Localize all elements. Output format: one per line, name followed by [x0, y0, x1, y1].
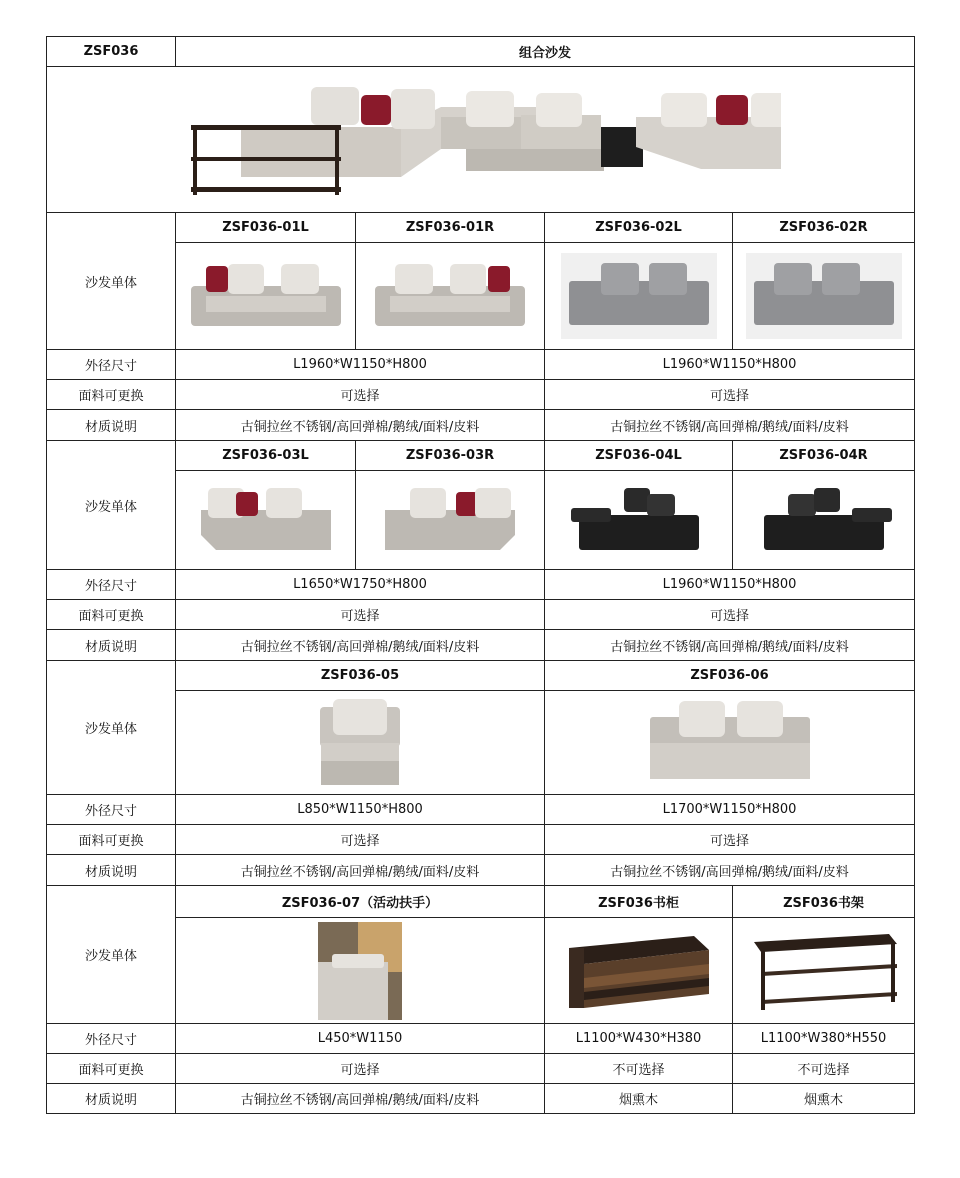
- product-image-cell: [545, 691, 915, 795]
- spec-table: [46, 36, 915, 1114]
- material-value: 古铜拉丝不锈钢/高回弹棉/鹅绒/面料/皮料: [176, 855, 545, 886]
- unit-label: 沙发单体: [47, 661, 176, 795]
- material-label: 材质说明: [47, 855, 176, 886]
- product-image-cell: [356, 243, 545, 350]
- main-sofa-image-cell: [47, 67, 915, 213]
- product-image-cell: [545, 243, 733, 350]
- product-image-cell: [176, 918, 545, 1024]
- model-code: ZSF036-02L: [545, 213, 733, 243]
- size-label: 外径尺寸: [47, 795, 176, 825]
- fabric-label: 面料可更换: [47, 380, 176, 410]
- size-value: L1100*W380*H550: [733, 1024, 915, 1054]
- sofa-03l-image: [196, 480, 336, 560]
- model-code: ZSF036-03L: [176, 441, 356, 471]
- model-code: ZSF036书架: [733, 886, 915, 918]
- size-label: 外径尺寸: [47, 350, 176, 380]
- material-label: 材质说明: [47, 410, 176, 441]
- bookshelf-image: [749, 928, 899, 1014]
- product-image-cell: [733, 243, 915, 350]
- size-label: 外径尺寸: [47, 570, 176, 600]
- fabric-value: 可选择: [545, 380, 915, 410]
- sofa-04r-image: [754, 480, 894, 560]
- size-value: L1960*W1150*H800: [545, 570, 915, 600]
- product-image-cell: [176, 691, 545, 795]
- material-value: 古铜拉丝不锈钢/高回弹棉/鹅绒/面料/皮料: [176, 410, 545, 441]
- size-value: L1960*W1150*H800: [176, 350, 545, 380]
- material-value: 古铜拉丝不锈钢/高回弹棉/鹅绒/面料/皮料: [545, 630, 915, 661]
- size-value: L1700*W1150*H800: [545, 795, 915, 825]
- size-value: L1100*W430*H380: [545, 1024, 733, 1054]
- product-image-cell: [176, 471, 356, 570]
- fabric-value: 不可选择: [733, 1054, 915, 1084]
- fabric-value: 可选择: [176, 380, 545, 410]
- model-code: ZSF036-04R: [733, 441, 915, 471]
- bookcase-image: [564, 928, 714, 1014]
- size-value: L850*W1150*H800: [176, 795, 545, 825]
- model-code: ZSF036-02R: [733, 213, 915, 243]
- sofa-01r-image: [370, 256, 530, 336]
- model-code: ZSF036-05: [176, 661, 545, 691]
- fabric-value: 可选择: [176, 1054, 545, 1084]
- product-title: 组合沙发: [176, 37, 915, 67]
- fabric-label: 面料可更换: [47, 825, 176, 855]
- product-image-cell: [356, 471, 545, 570]
- fabric-label: 面料可更换: [47, 1054, 176, 1084]
- size-value: L1650*W1750*H800: [176, 570, 545, 600]
- model-code: ZSF036-07（活动扶手）: [176, 886, 545, 918]
- model-code: ZSF036-04L: [545, 441, 733, 471]
- model-code: ZSF036-01L: [176, 213, 356, 243]
- material-value: 古铜拉丝不锈钢/高回弹棉/鹅绒/面料/皮料: [176, 630, 545, 661]
- sofa-03r-image: [380, 480, 520, 560]
- material-value: 烟熏木: [545, 1084, 733, 1114]
- product-code: ZSF036: [47, 37, 176, 67]
- unit-label: 沙发单体: [47, 213, 176, 350]
- product-image-cell: [545, 918, 733, 1024]
- material-value: 古铜拉丝不锈钢/高回弹棉/鹅绒/面料/皮料: [176, 1084, 545, 1114]
- sofa-02l-image: [561, 253, 717, 339]
- fabric-value: 可选择: [545, 825, 915, 855]
- product-image-cell: [176, 243, 356, 350]
- material-value: 古铜拉丝不锈钢/高回弹棉/鹅绒/面料/皮料: [545, 410, 915, 441]
- fabric-label: 面料可更换: [47, 600, 176, 630]
- model-code: ZSF036-01R: [356, 213, 545, 243]
- size-label: 外径尺寸: [47, 1024, 176, 1054]
- model-code: ZSF036-06: [545, 661, 915, 691]
- product-image-cell: [733, 471, 915, 570]
- unit-label: 沙发单体: [47, 886, 176, 1024]
- size-value: L1960*W1150*H800: [545, 350, 915, 380]
- product-image-cell: [733, 918, 915, 1024]
- material-label: 材质说明: [47, 630, 176, 661]
- size-value: L450*W1150: [176, 1024, 545, 1054]
- sofa-06-image: [645, 695, 815, 791]
- unit-label: 沙发单体: [47, 441, 176, 570]
- product-image-cell: [545, 471, 733, 570]
- model-code: ZSF036书柜: [545, 886, 733, 918]
- sofa-02r-image: [746, 253, 902, 339]
- model-code: ZSF036-03R: [356, 441, 545, 471]
- fabric-value: 可选择: [176, 825, 545, 855]
- material-label: 材质说明: [47, 1084, 176, 1114]
- fabric-value: 可选择: [176, 600, 545, 630]
- fabric-value: 不可选择: [545, 1054, 733, 1084]
- chair-05-image: [315, 695, 405, 791]
- material-value: 古铜拉丝不锈钢/高回弹棉/鹅绒/面料/皮料: [545, 855, 915, 886]
- sofa-01l-image: [186, 256, 346, 336]
- sofa-04l-image: [569, 480, 709, 560]
- armrest-07-image: [318, 922, 402, 1020]
- fabric-value: 可选择: [545, 600, 915, 630]
- sectional-sofa-image: [181, 77, 781, 203]
- material-value: 烟熏木: [733, 1084, 915, 1114]
